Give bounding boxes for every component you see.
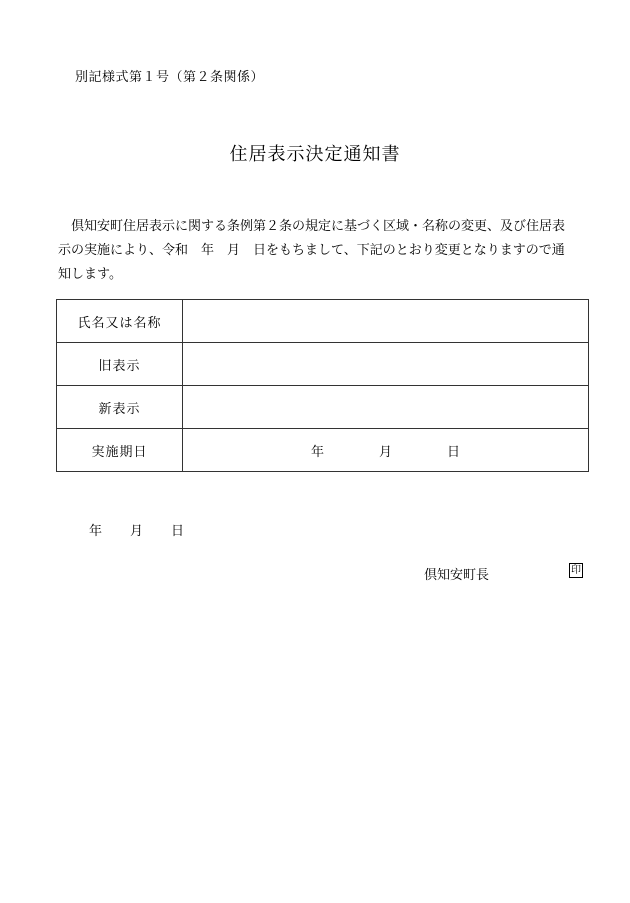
table-row xyxy=(57,386,589,429)
new-address-label: 新表示 xyxy=(57,386,183,429)
issue-year-unit: 年 xyxy=(89,524,103,539)
intro-line-2: 示の実施により、令和 年 月 日をもちまして、下記のとおり変更となりますので通 xyxy=(58,243,565,258)
intro-line-1: 倶知安町住居表示に関する条例第２条の規定に基づく区域・名称の変更、及び住居表 xyxy=(58,219,566,234)
issue-month-unit: 月 xyxy=(130,524,144,539)
intro-line-3: 知します。 xyxy=(58,267,122,282)
name-label: 氏名又は名称 xyxy=(57,300,183,343)
name-value xyxy=(183,300,589,343)
issue-date xyxy=(89,520,184,539)
table-row xyxy=(57,300,589,343)
intro-paragraph xyxy=(58,215,588,287)
old-address-value xyxy=(183,343,589,386)
form-reference: 別記様式第１号（第２条関係） xyxy=(75,70,265,85)
month-unit: 月 xyxy=(378,444,392,460)
mayor-signature: 倶知安町長 xyxy=(424,568,490,583)
effective-date-value xyxy=(183,429,589,472)
notice-table xyxy=(56,299,589,472)
effective-date-label: 実施期日 xyxy=(57,429,183,472)
document-title: 住居表示決定通知書 xyxy=(229,144,401,165)
old-address-label: 旧表示 xyxy=(57,343,183,386)
table-row xyxy=(57,343,589,386)
new-address-value xyxy=(183,386,589,429)
issue-day-unit: 日 xyxy=(171,524,185,539)
table-row xyxy=(57,429,589,472)
day-unit: 日 xyxy=(447,444,461,460)
seal-mark: 印 xyxy=(571,565,581,576)
year-unit: 年 xyxy=(310,444,324,460)
effective-date-fields xyxy=(183,441,588,460)
